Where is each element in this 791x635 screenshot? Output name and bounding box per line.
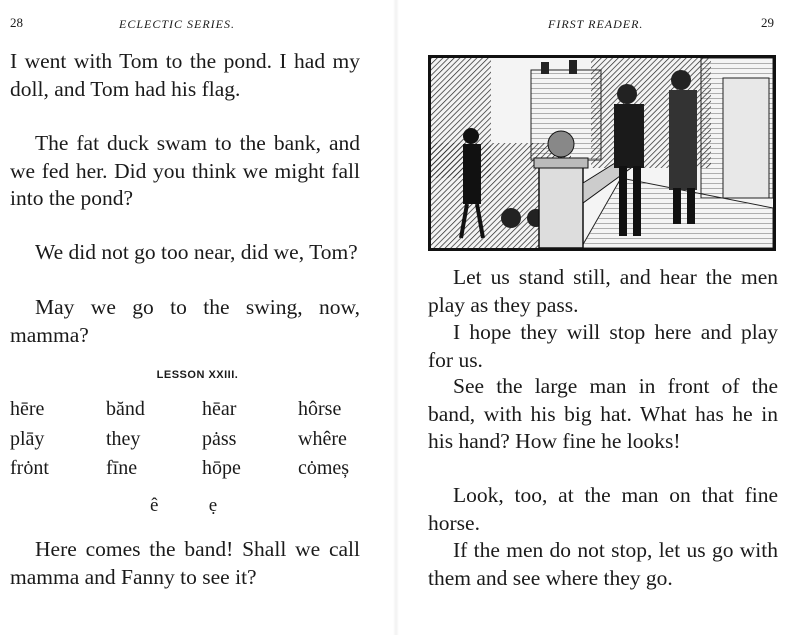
phonetic-mark: ẹ (208, 495, 218, 516)
paragraph: I hope they will stop here and play for us. (428, 320, 778, 372)
vocabulary-word: bănd (106, 398, 145, 420)
paragraph: See the large man in front of the band, with his big hat. What has he in his hand? How fine he looks! (428, 374, 778, 453)
page-number: 29 (761, 15, 774, 30)
vocabulary-word: they (106, 427, 141, 450)
vocabulary-word: whêre (298, 427, 347, 450)
page-number: 28 (10, 15, 23, 30)
vocabulary-word: cȯmeș (298, 457, 350, 479)
paragraph: If the men do not stop, let us go with them and see where they go. (428, 538, 778, 590)
paragraph: Let us stand still, and hear the men play as they pass. (428, 265, 778, 317)
vocabulary-word: plāy (10, 427, 45, 450)
vocabulary-word: hōpe (202, 457, 241, 479)
phonetic-marks (150, 495, 263, 517)
vocabulary-word: frȯnt (10, 457, 49, 479)
paragraph: We did not go too near, did we, Tom? (35, 240, 358, 264)
vocabulary-word: hēar (202, 398, 237, 420)
running-head: FIRST READER. (548, 17, 644, 31)
vocabulary-list (10, 398, 370, 487)
vocabulary-word: pȧss (202, 427, 237, 450)
paragraph: Here comes the band! Shall we call mamma and Fanny to see it? (10, 537, 360, 589)
vocabulary-word: hôrse (298, 398, 342, 420)
paragraph: May we go to the swing, now, mamma? (10, 295, 360, 347)
paragraph: I went with Tom to the pond. I had my doll, and Tom had his flag. (10, 49, 360, 101)
right-page (398, 0, 791, 635)
lesson-title: LESSON XXIII. (156, 369, 239, 381)
left-page (0, 0, 395, 635)
vocabulary-word: hēre (10, 398, 45, 420)
phonetic-mark: ê (150, 495, 159, 516)
paragraph: The fat duck swam to the bank, and we fed her. Did you think we might fall into the pond? (10, 131, 360, 210)
vocabulary-word: fīne (106, 457, 138, 479)
boys-on-steps-watching-band-icon (428, 55, 776, 251)
paragraph: Look, too, at the man on that fine horse. (428, 483, 778, 535)
running-head: ECLECTIC SERIES. (119, 17, 236, 31)
